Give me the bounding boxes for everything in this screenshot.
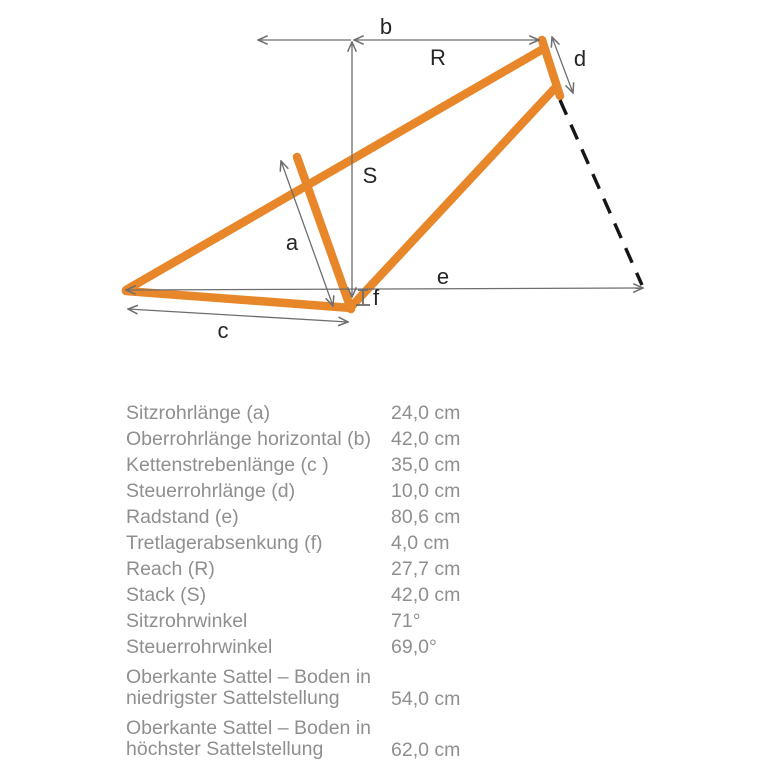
spec-label: Sitzrohrwinkel	[126, 610, 248, 632]
spec-label	[126, 665, 391, 711]
label-e: e	[436, 264, 450, 289]
spec-label-line2: höchster Sattelstellung	[126, 738, 324, 760]
spec-label: Sitzrohrlänge (a)	[126, 402, 271, 424]
spec-value: 4,0 cm	[391, 532, 450, 554]
spec-value: 80,6 cm	[391, 506, 461, 528]
label-d: d	[573, 46, 587, 71]
spec-label: Reach (R)	[126, 558, 215, 580]
table-row	[126, 452, 686, 478]
label-c: c	[217, 318, 229, 343]
table-row	[126, 504, 686, 530]
table-row	[126, 665, 686, 711]
table-row	[126, 530, 686, 556]
dim-e-line	[126, 288, 643, 290]
spec-value: 42,0 cm	[391, 428, 461, 450]
table-row	[126, 400, 686, 426]
table-row	[126, 426, 686, 452]
table-row	[126, 478, 686, 504]
spec-label: Oberrohrlänge horizontal (b)	[126, 428, 371, 450]
spec-label: Stack (S)	[126, 584, 207, 606]
geometry-table	[126, 400, 686, 762]
spec-value: 54,0 cm	[391, 688, 461, 710]
spec-value: 10,0 cm	[391, 480, 461, 502]
spec-label: Steuerrohrwinkel	[126, 636, 273, 658]
chainstay	[126, 291, 351, 308]
label-a: a	[285, 230, 299, 255]
table-row	[126, 634, 686, 660]
dim-c-line	[128, 309, 348, 322]
spec-value: 42,0 cm	[391, 584, 461, 606]
spec-label	[126, 716, 391, 762]
table-row	[126, 608, 686, 634]
table-row	[126, 556, 686, 582]
table-row	[126, 716, 686, 762]
label-reach: R	[430, 45, 446, 70]
spec-label: Kettenstrebenlänge (c )	[126, 454, 329, 476]
spec-value: 24,0 cm	[391, 402, 461, 424]
spec-value: 35,0 cm	[391, 454, 461, 476]
spec-label: Steuerrohrlänge (d)	[126, 480, 296, 502]
spec-value: 71°	[391, 610, 421, 632]
spec-value: 27,7 cm	[391, 558, 461, 580]
label-b: b	[379, 14, 393, 39]
spec-value: 62,0 cm	[391, 739, 461, 761]
spec-label: Radstand (e)	[126, 506, 239, 528]
label-f: f	[372, 285, 380, 310]
steering-axis-dashed-line	[560, 100, 642, 285]
down-tube	[350, 87, 556, 308]
spec-label-line1: Oberkante Sattel – Boden in	[126, 717, 371, 739]
spec-label-line1: Oberkante Sattel – Boden in	[126, 666, 371, 688]
spec-label-line2: niedrigster Sattelstellung	[126, 687, 340, 709]
label-stack: S	[362, 163, 378, 188]
table-row	[126, 582, 686, 608]
spec-label: Tretlagerabsenkung (f)	[126, 532, 323, 554]
spec-value: 69,0°	[391, 636, 437, 658]
